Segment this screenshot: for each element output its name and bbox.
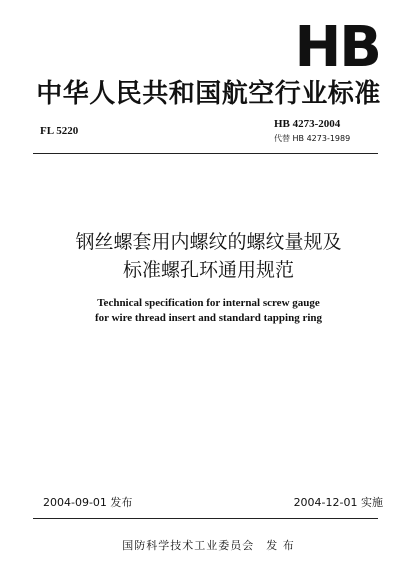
classification-code: FL 5220 bbox=[40, 125, 79, 137]
english-title-line-1: Technical specification for internal screw gauge bbox=[97, 297, 320, 309]
issue-date: 2004-09-01 发布 bbox=[43, 496, 133, 509]
standard-number: HB 4273-2004 bbox=[274, 118, 341, 130]
standard-type-heading: 中华人民共和国航空行业标准 bbox=[36, 79, 381, 109]
chinese-title-line-2: 标准螺孔环通用规范 bbox=[122, 259, 294, 281]
english-title-line-2: for wire thread insert and standard tapping ring bbox=[94, 312, 323, 324]
issuer-action: 发 布 bbox=[266, 539, 295, 552]
chinese-title-line-1: 钢丝螺套用内螺纹的螺纹量规及 bbox=[75, 231, 342, 253]
replaces-standard: 代替 HB 4273-1989 bbox=[274, 134, 351, 143]
english-title bbox=[20, 296, 397, 326]
hb-logo: HB bbox=[294, 15, 380, 80]
issuer-line bbox=[0, 537, 417, 553]
chinese-title bbox=[20, 228, 397, 284]
top-divider bbox=[33, 153, 378, 154]
issuer-name: 国防科学技术工业委员会 bbox=[122, 539, 255, 552]
implementation-date: 2004-12-01 实施 bbox=[293, 496, 383, 509]
bottom-divider bbox=[33, 518, 378, 519]
